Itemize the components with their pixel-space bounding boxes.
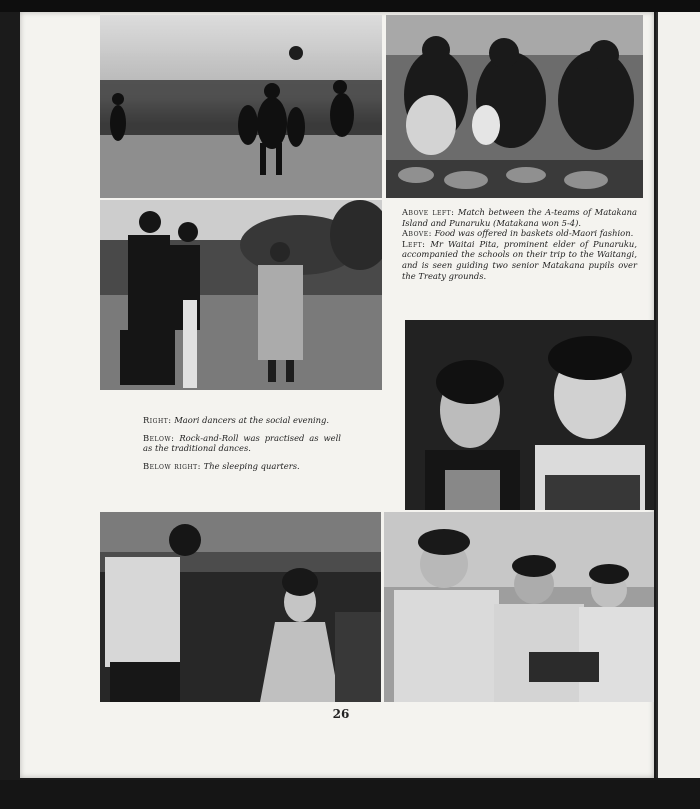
caption-left: Left: Mr Waitai Pita, prominent elder of Punaruku, accompanied the schools on their trip to the Waitangi, and is seen guiding two senior Matakana pupils over the Treaty grounds.: [402, 238, 637, 281]
caption-top-right: [402, 207, 637, 281]
page-number: 26: [332, 707, 350, 721]
caption-middle-left: [143, 415, 341, 478]
caption-above-left: Above left: Match between the A-teams of Matakana Island and Punaruku (Matakana won 5-4).: [402, 207, 637, 228]
photo-rock-and-roll: [100, 512, 381, 702]
photo-basketball-match: [100, 15, 382, 198]
photo-sleeping-quarters: [384, 512, 654, 702]
scan-border-bottom: [0, 780, 700, 809]
caption-right: Right: Maori dancers at the social evening.: [143, 415, 330, 425]
photo-elder-treaty-grounds: [100, 200, 382, 390]
photo-food-baskets: [386, 15, 643, 198]
scan-border-top: [0, 0, 700, 12]
caption-above: Above: Food was offered in baskets old-Maori fashion.: [402, 228, 634, 239]
caption-below-right: Below right: The sleeping quarters.: [143, 460, 300, 471]
adjacent-page-edge: [656, 12, 700, 778]
photo-maori-dancers: [405, 320, 654, 510]
caption-below: Below: Rock-and-Roll was practised as well as the traditional dances.: [143, 432, 341, 454]
